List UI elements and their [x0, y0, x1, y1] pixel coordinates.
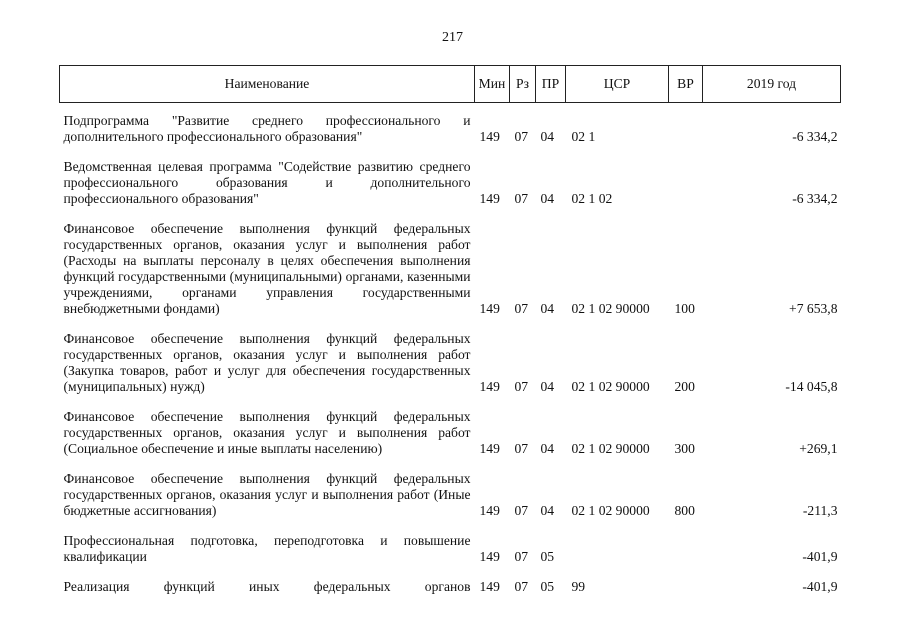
row-name: Ведомственная целевая программа "Содействие развитию среднего профессионального образования и дополнительного профессионального образования": [63, 159, 471, 206]
row-csr: 02 1: [571, 129, 596, 144]
row-csr: 02 1 02 90000: [571, 379, 650, 394]
row-rz: 07: [514, 549, 529, 564]
row-rz: 07: [514, 379, 529, 394]
row-name: Финансовое обеспечение выполнения функций федеральных государственных органов, оказания услуг и выполнения работ (Закупка товаров, работ и услуг для обеспечения государственных (муниципальных) нужд): [63, 331, 471, 394]
table-body: [60, 103, 841, 602]
table-row: [60, 525, 841, 571]
row-pr: 05: [540, 579, 555, 594]
row-name: Реализация функций иных федеральных органов: [63, 579, 471, 594]
table-row: [60, 571, 841, 601]
table-row: [60, 463, 841, 525]
row-pr: 05: [540, 549, 555, 564]
header-name: Наименование: [60, 66, 475, 103]
budget-table: [59, 65, 841, 601]
row-pr: 04: [540, 129, 555, 144]
row-amount: -211,3: [802, 503, 838, 518]
row-min: 149: [479, 301, 500, 316]
header-csr: ЦСР: [566, 66, 669, 103]
row-vr: [669, 103, 703, 152]
row-rz: 07: [514, 579, 529, 594]
header-rz: Рз: [510, 66, 536, 103]
row-min: 149: [479, 129, 500, 144]
row-csr: 02 1 02: [571, 191, 613, 206]
row-pr: 04: [540, 441, 555, 456]
row-vr: 200: [674, 379, 695, 394]
row-vr: [669, 525, 703, 571]
row-min: 149: [479, 503, 500, 518]
row-rz: 07: [514, 503, 529, 518]
row-amount: -6 334,2: [792, 191, 838, 206]
row-amount: -401,9: [802, 549, 838, 564]
row-amount: -6 334,2: [792, 129, 838, 144]
row-name: Финансовое обеспечение выполнения функций федеральных государственных органов, оказания услуг и выполнения работ (Социальное обеспечение и иные выплаты населению): [63, 409, 471, 456]
row-vr: [669, 571, 703, 601]
row-name: Финансовое обеспечение выполнения функций федеральных государственных органов, оказания услуг и выполнения работ (Иные бюджетные ассигнования): [63, 471, 471, 518]
table-header: [60, 66, 841, 103]
row-name: Подпрограмма "Развитие среднего профессионального и дополнительного профессионального образования": [63, 113, 471, 144]
table-row: [60, 323, 841, 401]
row-pr: 04: [540, 503, 555, 518]
header-min: Мин: [475, 66, 510, 103]
row-amount: +7 653,8: [789, 301, 838, 316]
header-pr: ПР: [536, 66, 566, 103]
row-vr: [669, 151, 703, 213]
table-row: [60, 103, 841, 152]
row-min: 149: [479, 549, 500, 564]
row-min: 149: [479, 579, 500, 594]
row-amount: -14 045,8: [785, 379, 838, 394]
row-min: 149: [479, 191, 500, 206]
table-row: [60, 213, 841, 323]
row-rz: 07: [514, 301, 529, 316]
row-amount: +269,1: [799, 441, 838, 456]
row-csr: [566, 525, 669, 571]
row-min: 149: [479, 379, 500, 394]
row-amount: -401,9: [802, 579, 838, 594]
row-name: Профессиональная подготовка, переподготовка и повышение квалификации: [63, 533, 471, 564]
header-year: 2019 год: [703, 66, 841, 103]
table-row: [60, 401, 841, 463]
row-pr: 04: [540, 379, 555, 394]
row-vr: 300: [674, 441, 695, 456]
row-vr: 800: [674, 503, 695, 518]
row-csr: 02 1 02 90000: [571, 301, 650, 316]
row-pr: 04: [540, 191, 555, 206]
row-min: 149: [479, 441, 500, 456]
row-csr: 02 1 02 90000: [571, 441, 650, 456]
row-vr: 100: [674, 301, 695, 316]
row-pr: 04: [540, 301, 555, 316]
row-rz: 07: [514, 441, 529, 456]
page-number: 217: [442, 30, 463, 45]
row-csr: 02 1 02 90000: [571, 503, 650, 518]
table-row: [60, 151, 841, 213]
header-vr: ВР: [669, 66, 703, 103]
row-rz: 07: [514, 129, 529, 144]
row-csr: 99: [571, 579, 586, 594]
row-rz: 07: [514, 191, 529, 206]
row-name: Финансовое обеспечение выполнения функций федеральных государственных органов, оказания услуг и выполнения работ (Расходы на выплаты персоналу в целях обеспечения выполнения функций государственными (муниципальными) органами, казенными учреждениями, органами управления государственными внебюджетными фондами): [63, 221, 471, 316]
